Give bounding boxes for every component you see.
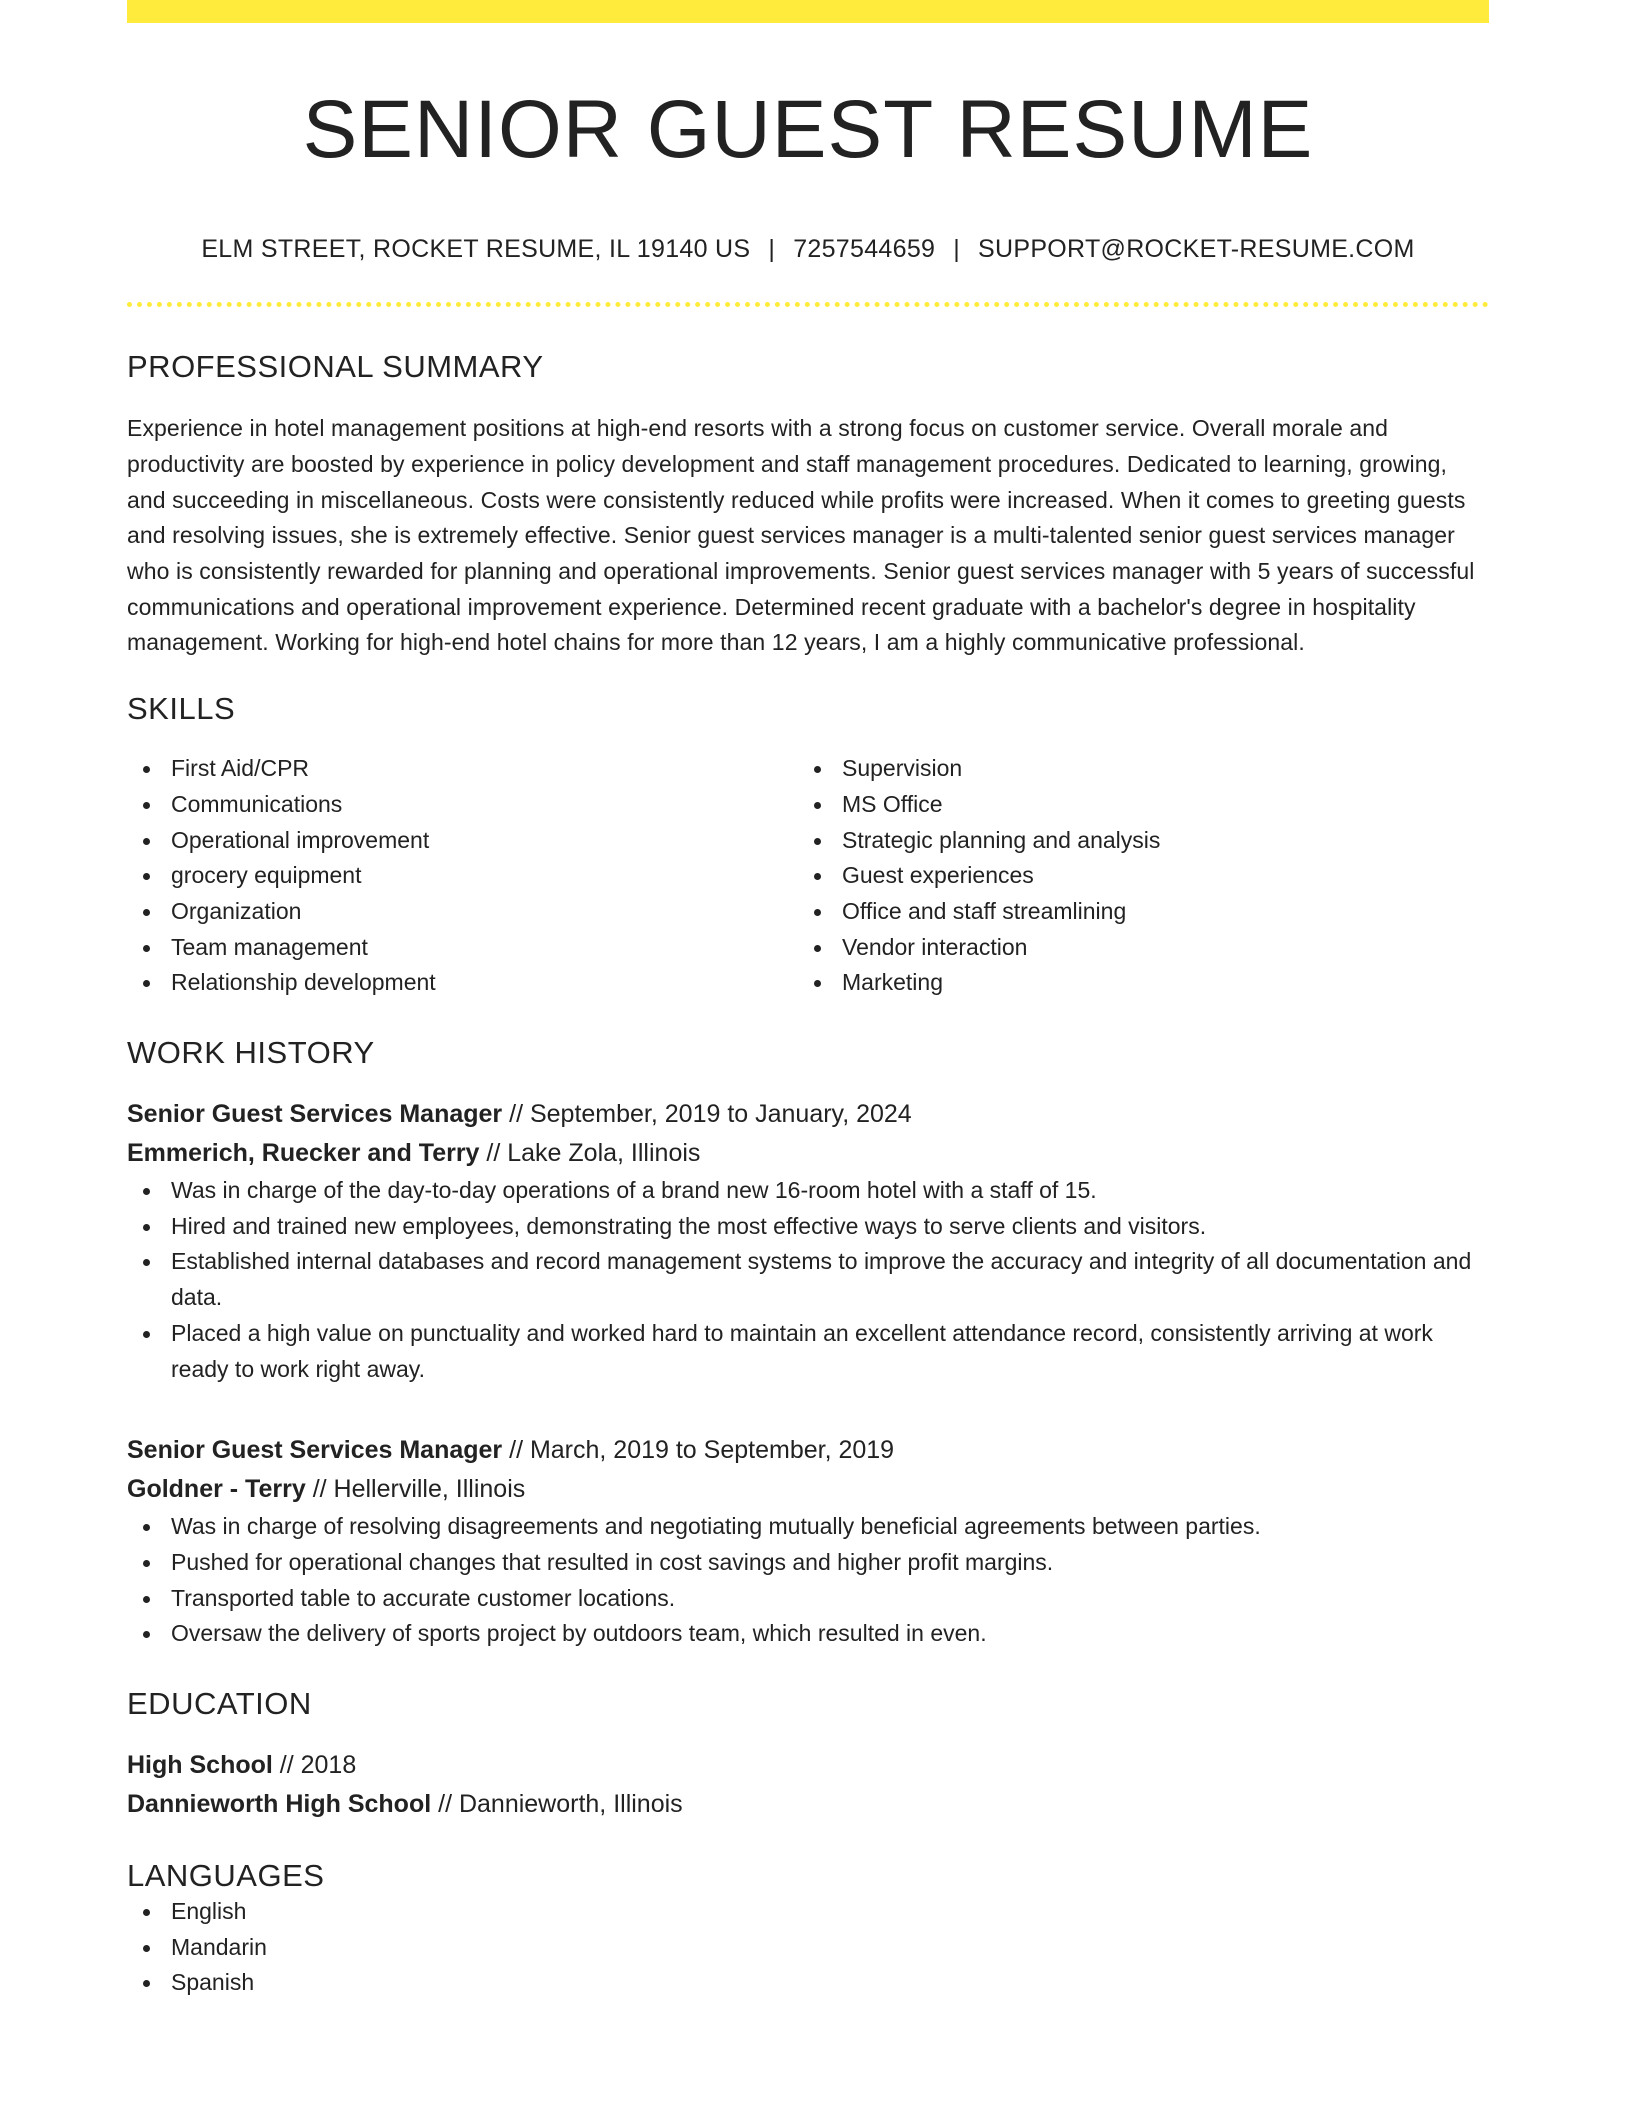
section-title-education: EDUCATION (127, 1686, 312, 1722)
education-school: Dannieworth High School (127, 1790, 432, 1819)
skill-item: Communications (127, 787, 798, 823)
job-role-line (127, 1431, 1489, 1470)
education-degree-line (127, 1746, 1489, 1785)
job-duties-list (127, 1509, 1489, 1652)
job-company-line (127, 1470, 1489, 1509)
section-title-skills: SKILLS (127, 691, 236, 727)
skill-item: First Aid/CPR (127, 751, 798, 787)
section-title-summary: PROFESSIONAL SUMMARY (127, 349, 544, 385)
skill-item: Strategic planning and analysis (798, 823, 1469, 859)
job-company: Emmerich, Ruecker and Terry (127, 1139, 480, 1168)
skills-column-left (127, 751, 798, 1001)
contact-address: ELM STREET, ROCKET RESUME, IL 19140 US (201, 235, 751, 264)
contact-separator: | (953, 235, 961, 264)
job-duty: Pushed for operational changes that resulted in cost savings and higher profit margins. (127, 1545, 1489, 1581)
language-item: English (127, 1894, 1489, 1930)
contact-phone: 7257544659 (793, 235, 936, 264)
skill-item: Office and staff streamlining (798, 894, 1469, 930)
language-item: Mandarin (127, 1930, 1489, 1966)
job-duty: Oversaw the delivery of sports project by outdoors team, which resulted in even. (127, 1616, 1489, 1652)
job-duty: Was in charge of the day-to-day operations of a brand new 16-room hotel with a staff of 15. (127, 1173, 1489, 1209)
work-history-section (127, 1035, 1489, 1652)
job-role-line (127, 1095, 1489, 1134)
skill-item: Vendor interaction (798, 930, 1469, 966)
dotted-divider (127, 302, 1489, 307)
job-company: Goldner - Terry (127, 1475, 306, 1504)
skills-grid (127, 751, 1489, 1001)
job-dates: // March, 2019 to September, 2019 (502, 1436, 895, 1465)
job-duty: Hired and trained new employees, demonstrating the most effective ways to serve clients and visitors. (127, 1209, 1489, 1245)
skills-list-right (798, 751, 1469, 1001)
section-title-languages: LANGUAGES (127, 1858, 325, 1894)
languages-list (127, 1894, 1489, 2001)
skill-item: Operational improvement (127, 823, 798, 859)
skill-item: Marketing (798, 965, 1469, 1001)
contact-separator: | (768, 235, 776, 264)
job-role: Senior Guest Services Manager (127, 1100, 503, 1129)
job-entry (127, 1431, 1489, 1652)
education-section (127, 1686, 1489, 1824)
job-company-line (127, 1134, 1489, 1173)
education-location: // Dannieworth, Illinois (431, 1790, 683, 1819)
job-duty: Placed a high value on punctuality and worked hard to maintain an excellent attendance record, consistently arriving at work ready to work right away. (127, 1316, 1489, 1387)
education-degree: High School (127, 1751, 273, 1780)
contact-email[interactable]: SUPPORT@ROCKET-RESUME.COM (978, 235, 1415, 264)
skill-item: Team management (127, 930, 798, 966)
resume-title: SENIOR GUEST RESUME (302, 84, 1314, 175)
job-duty: Established internal databases and record management systems to improve the accuracy and integrity of all documentation and data. (127, 1244, 1489, 1315)
job-location: // Hellerville, Illinois (305, 1475, 526, 1504)
skill-item: Relationship development (127, 965, 798, 1001)
skill-item: MS Office (798, 787, 1469, 823)
accent-bar (127, 0, 1489, 23)
education-entry (127, 1746, 1489, 1824)
skills-section (127, 691, 1489, 1001)
contact-line (127, 235, 1489, 264)
languages-section (127, 1858, 1489, 2001)
skill-item: Guest experiences (798, 858, 1469, 894)
section-title-work-history: WORK HISTORY (127, 1035, 375, 1071)
skills-list-left (127, 751, 798, 1001)
job-duty: Was in charge of resolving disagreements and negotiating mutually beneficial agreements between parties. (127, 1509, 1489, 1545)
job-entry (127, 1095, 1489, 1387)
summary-text: Experience in hotel management positions at high-end resorts with a strong focus on customer service. Overall morale and productivity are boosted by experience in policy development and staff management procedures. Dedicated to learning, growing, and succeeding in miscellaneous. Costs were consistently reduced while profits were increased. When it comes to greeting guests and resolving issues, she is extremely effective. Senior guest services manager is a multi-talented senior guest services manager who is consistently rewarded for planning and operational improvements. Senior guest services manager with 5 years of successful communications and operational improvement experience. Determined recent graduate with a bachelor's degree in hospitality management. Working for high-end hotel chains for more than 12 years, I am a highly communicative professional. (127, 415, 1475, 656)
resume-page (127, 0, 1489, 2001)
education-school-line (127, 1785, 1489, 1824)
summary-section (127, 349, 1489, 661)
language-item: Spanish (127, 1965, 1489, 2001)
job-role: Senior Guest Services Manager (127, 1436, 503, 1465)
job-dates: // September, 2019 to January, 2024 (502, 1100, 912, 1129)
education-year: // 2018 (272, 1751, 357, 1780)
job-location: // Lake Zola, Illinois (479, 1139, 701, 1168)
skills-column-right (798, 751, 1469, 1001)
skill-item: grocery equipment (127, 858, 798, 894)
skill-item: Organization (127, 894, 798, 930)
job-duty: Transported table to accurate customer locations. (127, 1581, 1489, 1617)
job-duties-list (127, 1173, 1489, 1387)
skill-item: Supervision (798, 751, 1469, 787)
